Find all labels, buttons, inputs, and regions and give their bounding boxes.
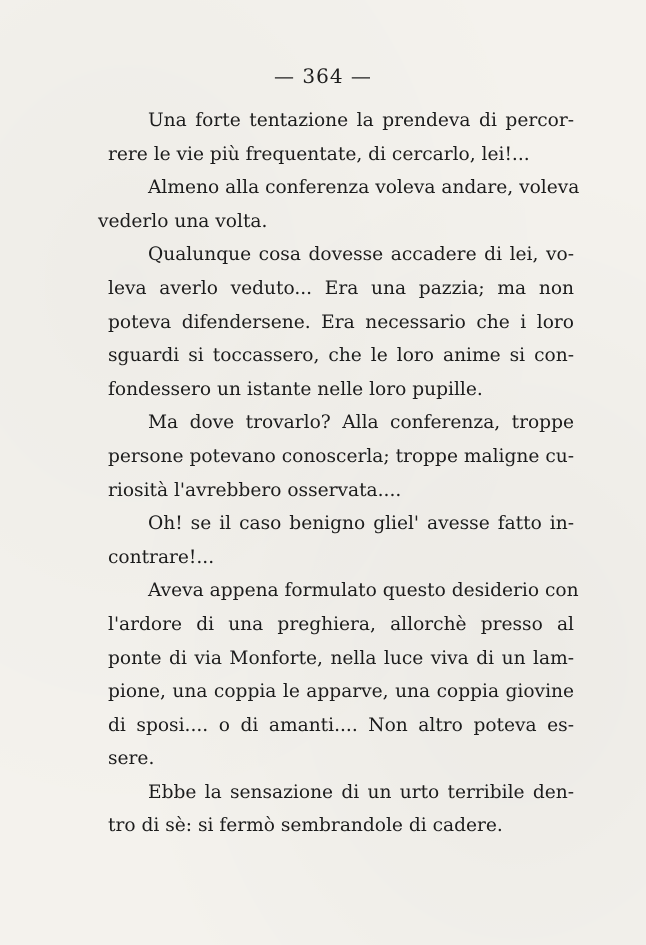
text-line: Qualunque cosa dovesse accadere di lei, vo- [148,244,574,266]
text-line: rere le vie più frequentate, di cercarlo, lei!... [108,143,530,165]
text-line: l'ardore di una preghiera, allorchè presso al [108,613,574,635]
text-line: vederlo una volta. [98,210,268,232]
text-line: contrare!... [108,546,215,568]
text-line: sguardi si toccassero, che le loro anime si con- [108,345,574,367]
text-line: pione, una coppia le apparve, una coppia giovine [108,681,574,703]
text-line: riosità l'avrebbero osservata.... [108,479,402,501]
page-number: — 364 — [274,64,372,88]
text-line: sere. [108,748,155,770]
text-line: poteva difendersene. Era necessario che i loro [108,311,574,333]
text-line: Ebbe la sensazione di un urto terribile den- [148,781,574,803]
text-line: Almeno alla conferenza voleva andare, voleva [148,177,580,199]
text-line: Ma dove trovarlo? Alla conferenza, troppe [148,412,574,434]
text-line: persone potevano conoscerla; troppe maligne cu- [108,445,574,467]
body-text [98,104,580,843]
text-line: tro di sè: si fermò sembrandole di cadere. [108,815,503,837]
text-line: Oh! se il caso benigno gliel' avesse fatto in- [148,513,574,535]
text-line: Aveva appena formulato questo desiderio con [148,580,579,602]
text-line: ponte di via Monforte, nella luce viva di un lam- [108,647,574,669]
text-line: Una forte tentazione la prendeva di percor- [148,110,574,131]
text-line: di sposi.... o di amanti.... Non altro poteva es- [108,714,574,736]
text-line: fondessero un istante nelle loro pupille. [108,378,483,400]
text-line: leva averlo veduto... Era una pazzia; ma non [108,277,574,299]
